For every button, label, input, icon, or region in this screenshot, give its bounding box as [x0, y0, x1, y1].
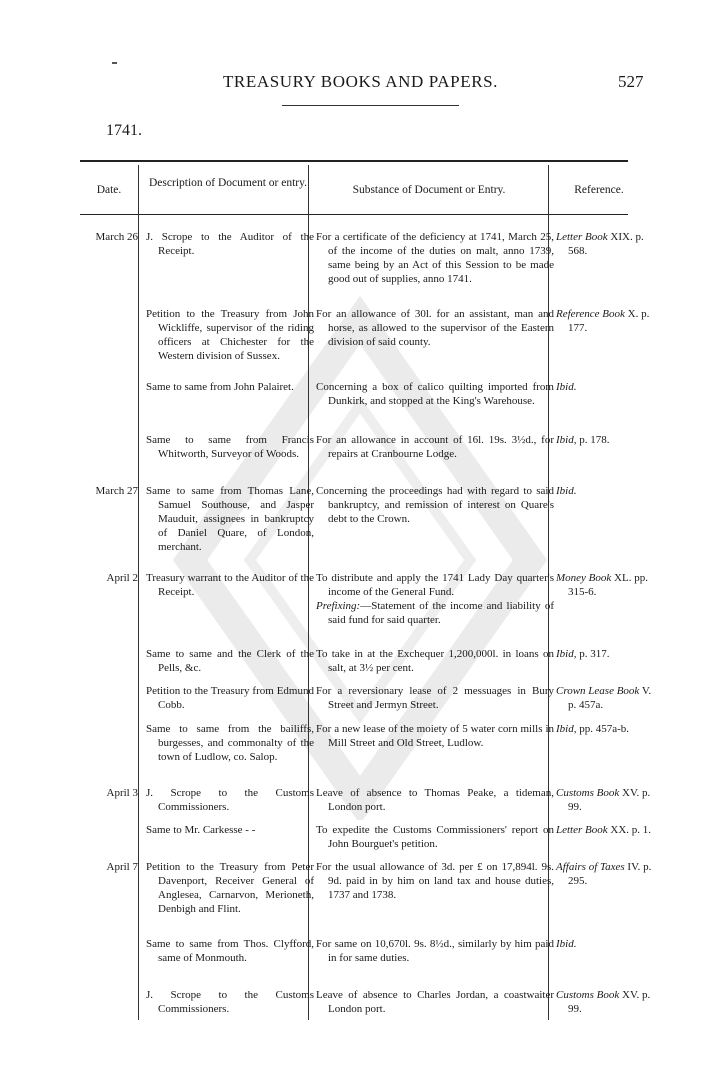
column-header-description: Description of Document or entry.	[149, 177, 307, 189]
reference-cell	[556, 786, 658, 814]
substance-cell: For an allowance of 30l. for an assistant, man and horse, as allowed to the supervisor of the Eastern division of said county.	[316, 308, 554, 348]
substance-cell: For a reversionary lease of 2 messuages in Bury Street and Jermyn Street.	[316, 685, 554, 711]
reference-book: Affairs of Taxes	[556, 861, 625, 873]
year-heading: 1741.	[106, 122, 142, 139]
reference-book: Customs Book	[556, 989, 620, 1001]
reference-cell	[556, 684, 658, 712]
reference-book: Letter Book	[556, 231, 608, 243]
description-cell: J. Scrope to the Auditor of the Receipt.	[146, 231, 314, 257]
reference-cell	[556, 433, 658, 447]
reference-book: Reference Book	[556, 308, 625, 320]
substance-text: To distribute and apply the 1741 Lady Day quarter's income of the General Fund.	[316, 572, 554, 598]
prefixing-label: Prefixing:	[316, 600, 361, 612]
substance-cell: For a certificate of the deficiency at 1741, March 25, of the income of the duties on malt, anno 1739, same being by an Act of this Session to be made good out of supplies, anno 1741.	[316, 231, 554, 285]
table-header-rule	[80, 214, 628, 215]
description-cell: J. Scrope to the Customs Commissioners.	[146, 989, 314, 1015]
reference-cell	[556, 988, 658, 1016]
reference-book: Ibid,	[556, 434, 577, 446]
substance-cell: To take in at the Exchequer 1,200,000l. in loans on salt, at 3½ per cent.	[316, 648, 554, 674]
column-header-substance: Substance of Document or Entry.	[352, 184, 506, 196]
reference-book: Ibid,	[556, 723, 577, 735]
column-divider	[138, 165, 139, 1020]
reference-book: Ibid,	[556, 648, 577, 660]
reference-cell	[556, 380, 658, 394]
reference-cell	[556, 307, 658, 335]
description-cell: Same to same from the bailiffs, burgesses, and commonalty of the town of Ludlow, co. Salop.	[146, 723, 314, 763]
prefixing-text: —Statement of the income and liability of said fund for said quarter.	[328, 600, 554, 626]
printer-mark	[112, 62, 117, 64]
reference-cell	[556, 722, 658, 736]
reference-page: XV. p. 99.	[568, 989, 651, 1015]
reference-page: pp. 457a-b.	[579, 723, 630, 735]
reference-page: XV. p. 99.	[568, 787, 651, 813]
page-number: 527	[618, 72, 644, 91]
reference-page: XX. p. 1.	[610, 824, 652, 836]
reference-page: X. p. 177.	[568, 308, 650, 334]
date-cell: April 2	[106, 572, 138, 584]
description-cell: Treasury warrant to the Auditor of the Receipt.	[146, 572, 314, 598]
reference-page: V. p. 457a.	[568, 685, 652, 711]
reference-cell	[556, 937, 658, 951]
reference-page: XIX. p. 568.	[568, 231, 644, 257]
reference-book: Ibid.	[556, 381, 577, 393]
reference-book: Customs Book	[556, 787, 620, 799]
reference-cell	[556, 823, 658, 837]
reference-cell	[556, 484, 658, 498]
reference-page: p. 317.	[579, 648, 610, 660]
substance-cell: Leave of absence to Charles Jordan, a coastwaiter London port.	[316, 989, 554, 1015]
reference-book: Money Book	[556, 572, 612, 584]
description-cell: Petition to the Treasury from John Wickliffe, supervisor of the riding officers at Chichester for the Western division of Sussex.	[146, 308, 314, 362]
substance-cell: For an allowance in account of 16l. 19s. 3½d., for repairs at Cranbourne Lodge.	[316, 434, 554, 460]
description-cell: J. Scrope to the Customs Commissioners.	[146, 787, 314, 813]
substance-cell: For a new lease of the moiety of 5 water corn mills in Mill Street and Old Street, Ludlow.	[316, 723, 554, 749]
column-header-reference: Reference.	[574, 184, 624, 196]
reference-cell	[556, 571, 658, 599]
reference-book: Ibid.	[556, 485, 577, 497]
reference-cell	[556, 860, 658, 888]
reference-cell	[556, 647, 658, 661]
description-cell: Same to same from John Palairet.	[146, 381, 294, 393]
table-top-rule	[80, 160, 628, 162]
description-cell: Petition to the Treasury from Edmund Cobb.	[146, 685, 314, 711]
description-cell: Same to same and the Clerk of the Pells, &c.	[146, 648, 314, 674]
substance-cell: For same on 10,670l. 9s. 8½d., similarly by him paid in for same duties.	[316, 938, 554, 964]
prefixing-note	[316, 599, 554, 627]
date-cell: March 26	[95, 231, 138, 243]
reference-book: Ibid.	[556, 938, 577, 950]
date-cell: March 27	[95, 485, 138, 497]
substance-cell: To expedite the Customs Commissioners' report on John Bourguet's petition.	[316, 824, 554, 850]
date-cell: April 3	[106, 787, 138, 799]
reference-cell	[556, 230, 658, 258]
header-rule	[282, 105, 459, 106]
substance-cell: Concerning the proceedings had with regard to said bankruptcy, and remission of interest on Quare's debt to the Crown.	[316, 485, 554, 525]
substance-cell: Concerning a box of calico quilting imported from Dunkirk, and stopped at the King's Warehouse.	[316, 381, 554, 407]
description-cell: Same to Mr. Carkesse - -	[146, 824, 256, 836]
description-cell: Petition to the Treasury from Peter Davenport, Receiver General of Anglesea, Carnarvon, Merioneth, Denbigh and Flint.	[146, 861, 314, 915]
substance-cell: For the usual allowance of 3d. per £ on 17,894l. 9s. 9d. paid in by him on land tax and house duties, 1737 and 1738.	[316, 861, 554, 901]
reference-book: Crown Lease Book	[556, 685, 640, 697]
reference-page: p. 178.	[579, 434, 610, 446]
reference-book: Letter Book	[556, 824, 608, 836]
running-title: TREASURY BOOKS AND PAPERS.	[222, 72, 499, 91]
substance-cell: Leave of absence to Thomas Peake, a tideman, London port.	[316, 787, 554, 813]
substance-cell	[316, 571, 554, 627]
description-cell: Same to same from Francis Whitworth, Surveyor of Woods.	[146, 434, 314, 460]
column-header-date: Date.	[96, 184, 122, 196]
date-cell: April 7	[106, 861, 138, 873]
description-cell: Same to same from Thos. Clyfford, same of Monmouth.	[146, 938, 314, 964]
reference-page: XL. pp. 315-6.	[568, 572, 648, 598]
description-cell: Same to same from Thomas Lane, Samuel Southouse, and Jasper Mauduit, assignees in bankruptcy of Daniel Quare, of London, merchant.	[146, 485, 314, 553]
reference-page: IV. p. 295.	[568, 861, 652, 887]
